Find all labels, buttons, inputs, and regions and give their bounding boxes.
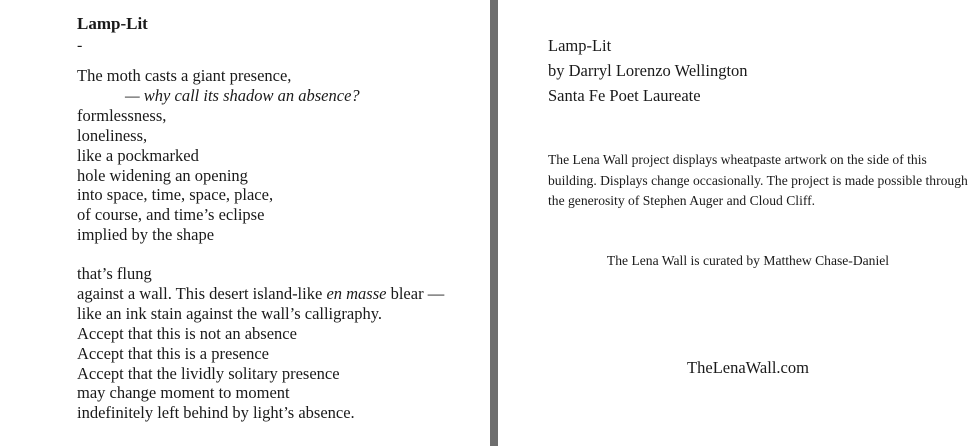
poem-line: loneliness, [77,125,148,145]
poem-line-italic: — why call its shadow an absence? [125,85,360,105]
poem-line: The moth casts a giant presence, [77,66,292,85]
poem-title: Lamp-Lit [77,14,148,33]
poem-stanza-1 [77,66,360,245]
project-description: The Lena Wall project displays wheatpaste artwork on the side of this building. Displays change occasionally. The project is made possible through the generosity of Stephen Auger and Cloud Cliff. [548,152,968,208]
credit-title: Lamp-Lit [548,36,612,55]
poem-line: hole widening an opening [77,165,248,185]
poem-line: Accept that the lividly solitary presence [77,363,340,383]
poem-line-end: blear — [386,283,445,303]
poem-line-start: against a wall. This desert island-like [77,283,327,303]
credit-author: by Darryl Lorenzo Wellington [548,61,748,80]
poem-line: that’s flung [77,264,152,283]
poem-credits [548,33,748,108]
poem-line: Accept that this is not an absence [77,323,297,343]
poem-line: of course, and time’s eclipse [77,205,265,225]
info-page [498,0,980,446]
curator-note: The Lena Wall is curated by Matthew Chase-Daniel [606,253,890,268]
poem-line: indefinitely left behind by light’s absence. [77,403,355,423]
poem-line: may change moment to moment [77,383,290,403]
poem-italic-phrase: en masse [326,283,387,303]
page-divider [490,0,498,446]
poem-line: like a pockmarked [77,145,199,165]
poem-line: like an ink stain against the wall’s calligraphy. [77,303,383,323]
poem-line: formlessness, [77,105,167,125]
credit-role: Santa Fe Poet Laureate [548,86,701,105]
poem-line: into space, time, space, place, [77,185,274,205]
poem-stanza-2 [77,264,444,423]
poem-line [77,284,444,304]
poem-line: Accept that this is a presence [77,343,269,363]
website-text: TheLenaWall.com [687,358,809,377]
title-separator: - [77,37,83,54]
poem-line: implied by the shape [77,225,215,245]
